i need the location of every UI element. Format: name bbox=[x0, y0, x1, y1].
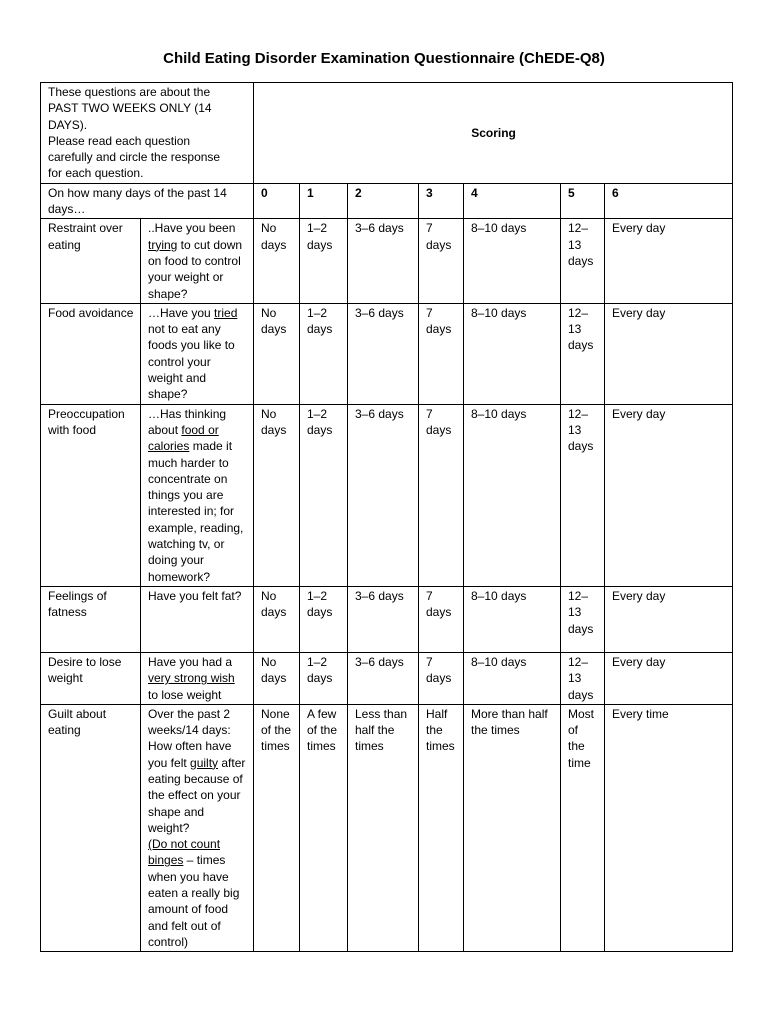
intro-row bbox=[41, 83, 733, 184]
question-row-food-avoidance bbox=[41, 303, 733, 404]
option-3[interactable]: 7 days bbox=[419, 219, 464, 303]
scoring-header: Scoring bbox=[254, 83, 733, 184]
questionnaire-table bbox=[40, 82, 733, 952]
option-3[interactable]: Half the times bbox=[419, 704, 464, 951]
option-6[interactable]: Every day bbox=[605, 303, 733, 404]
option-5[interactable]: Most of the time bbox=[561, 704, 605, 951]
option-5[interactable]: 12–13 days bbox=[561, 404, 605, 586]
option-1[interactable]: 1–2 days bbox=[300, 652, 348, 704]
row-label: Feelings of fatness bbox=[41, 586, 141, 652]
question-text: Have you felt fat? bbox=[141, 586, 254, 652]
option-0[interactable]: No days bbox=[254, 404, 300, 586]
intro-cell bbox=[41, 83, 254, 184]
option-3[interactable]: 7 days bbox=[419, 652, 464, 704]
option-0[interactable]: No days bbox=[254, 219, 300, 303]
intro-line: Please read each question bbox=[48, 133, 191, 148]
row-label: Food avoidance bbox=[41, 303, 141, 404]
question-text: …Have you tried not to eat any foods you like to control your weight and shape? bbox=[141, 303, 254, 404]
intro-line: for each question. bbox=[48, 166, 144, 181]
score-0: 0 bbox=[254, 183, 300, 219]
option-6[interactable]: Every day bbox=[605, 652, 733, 704]
option-6[interactable]: Every day bbox=[605, 404, 733, 586]
question-row-guilt bbox=[41, 704, 733, 951]
option-0[interactable]: No days bbox=[254, 652, 300, 704]
option-2[interactable]: 3–6 days bbox=[348, 404, 419, 586]
option-5[interactable]: 12–13 days bbox=[561, 219, 605, 303]
option-1[interactable]: 1–2 days bbox=[300, 219, 348, 303]
option-4[interactable]: 8–10 days bbox=[464, 303, 561, 404]
row-label: Restraint over eating bbox=[41, 219, 141, 303]
option-3[interactable]: 7 days bbox=[419, 586, 464, 652]
option-2[interactable]: 3–6 days bbox=[348, 303, 419, 404]
score-1: 1 bbox=[300, 183, 348, 219]
score-header-row bbox=[41, 183, 733, 219]
question-row-restraint bbox=[41, 219, 733, 303]
option-0[interactable]: None of the times bbox=[254, 704, 300, 951]
option-5[interactable]: 12–13 days bbox=[561, 586, 605, 652]
option-4[interactable]: 8–10 days bbox=[464, 219, 561, 303]
row-label: Preoccupation with food bbox=[41, 404, 141, 586]
option-4[interactable]: 8–10 days bbox=[464, 652, 561, 704]
intro-line: PAST TWO WEEKS ONLY (14 bbox=[48, 101, 212, 116]
option-2[interactable]: 3–6 days bbox=[348, 586, 419, 652]
question-text: Have you had a very strong wish to lose weight bbox=[141, 652, 254, 704]
question-text: Over the past 2 weeks/14 days: How often have you felt guilty after eating because of the effect on your shape and weight? (Do not count binges – times when you have eaten a really big amount of food and felt out of control) bbox=[141, 704, 254, 951]
option-3[interactable]: 7 days bbox=[419, 404, 464, 586]
days-header: On how many days of the past 14 days… bbox=[41, 183, 254, 219]
option-5[interactable]: 12–13 days bbox=[561, 652, 605, 704]
option-6[interactable]: Every day bbox=[605, 586, 733, 652]
option-1[interactable]: 1–2 days bbox=[300, 404, 348, 586]
question-row-desire-lose-weight bbox=[41, 652, 733, 704]
option-0[interactable]: No days bbox=[254, 303, 300, 404]
question-text: ..Have you been trying to cut down on food to control your weight or shape? bbox=[141, 219, 254, 303]
option-4[interactable]: More than half the times bbox=[464, 704, 561, 951]
score-3: 3 bbox=[419, 183, 464, 219]
option-6[interactable]: Every time bbox=[605, 704, 733, 951]
intro-line: carefully and circle the response bbox=[48, 150, 221, 165]
option-1[interactable]: 1–2 days bbox=[300, 303, 348, 404]
option-5[interactable]: 12–13 days bbox=[561, 303, 605, 404]
option-1[interactable]: 1–2 days bbox=[300, 586, 348, 652]
option-1[interactable]: A few of the times bbox=[300, 704, 348, 951]
option-4[interactable]: 8–10 days bbox=[464, 404, 561, 586]
score-5: 5 bbox=[561, 183, 605, 219]
option-2[interactable]: 3–6 days bbox=[348, 652, 419, 704]
option-4[interactable]: 8–10 days bbox=[464, 586, 561, 652]
option-0[interactable]: No days bbox=[254, 586, 300, 652]
intro-line: These questions are about the bbox=[48, 85, 211, 99]
intro-line: DAYS). bbox=[48, 117, 88, 132]
score-2: 2 bbox=[348, 183, 419, 219]
question-text: …Has thinking about food or calories made it much harder to concentrate on things you are interested in; for example, reading, watching tv, or doing your homework? bbox=[141, 404, 254, 586]
score-4: 4 bbox=[464, 183, 561, 219]
question-row-fatness bbox=[41, 586, 733, 652]
question-row-preoccupation bbox=[41, 404, 733, 586]
option-2[interactable]: Less than half the times bbox=[348, 704, 419, 951]
option-3[interactable]: 7 days bbox=[419, 303, 464, 404]
option-6[interactable]: Every day bbox=[605, 219, 733, 303]
page-title: Child Eating Disorder Examination Questionnaire (ChEDE-Q8) bbox=[163, 50, 605, 67]
row-label: Guilt about eating bbox=[41, 704, 141, 951]
score-6: 6 bbox=[605, 183, 733, 219]
row-label: Desire to lose weight bbox=[41, 652, 141, 704]
option-2[interactable]: 3–6 days bbox=[348, 219, 419, 303]
